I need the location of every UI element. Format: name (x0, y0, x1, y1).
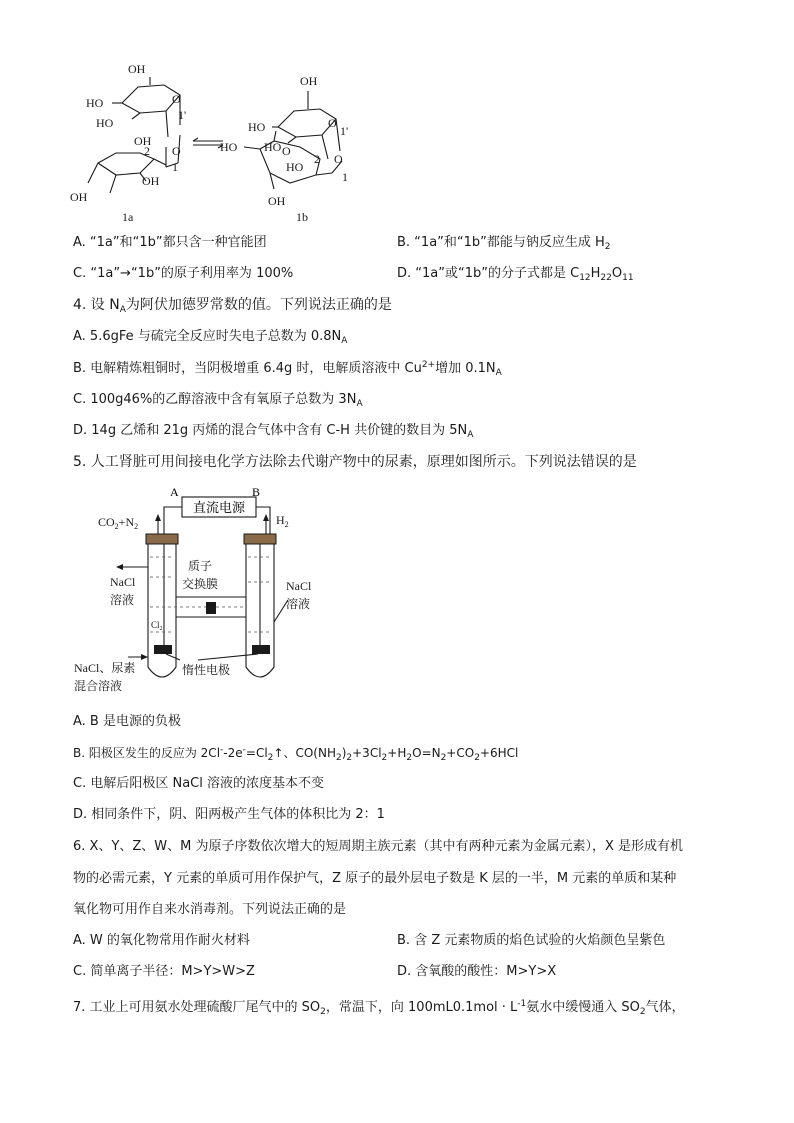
q3-option-d: D. “1a”或“1b”的分子式都是 $C_{12}H_{22}O_{11}$ (397, 266, 634, 283)
1b-ho-side: HO (220, 140, 238, 154)
1a-oh-right: OH (142, 174, 160, 188)
1a-label: 1a (122, 210, 134, 224)
electrode-label: 惰性电极 (182, 663, 231, 677)
q5-option-d: D. 相同条件下，阴、阳两极产生气体的体积比为 2：1 (73, 807, 385, 822)
1a-o-ring: O (172, 92, 181, 106)
co2-n2-label: $CO_2+N_2$ (98, 515, 139, 531)
1b-label: 1b (296, 210, 308, 224)
molecule-structures (60, 55, 420, 230)
nacl-right-1: NaCl (286, 579, 312, 593)
q5-option-c: C. 电解后阳极区 NaCl 溶液的浓度基本不变 (73, 776, 324, 791)
q4-option-a: A. 5.6gFe 与硫完全反应时失电子总数为 $0.8N_A$ (73, 329, 348, 346)
q5-stem: 5. 人工肾脏可用间接电化学方法除去代谢产物中的尿素，原理如图所示。下列说法错误的是 (73, 454, 637, 470)
q4-option-b: B. 电解精炼粗铜时，当阴极增重 6.4g 时，电解质溶液中 $Cu^{2+}$增加 $0.1N_A$ (73, 360, 502, 378)
q6-stem-line2: 物的必需元素，Y 元素的单质可用作保护气，Z 原子的最外层电子数是 K 层的一半，M 元素的单质和某种 (73, 871, 677, 886)
feed-label-2: 混合溶液 (74, 679, 123, 693)
1b-ho-mid: HO (286, 160, 304, 174)
q6-option-d: D. 含氧酸的酸性：M>Y>X (397, 964, 557, 979)
electrolysis-diagram (70, 482, 340, 702)
q3-option-c: C. “1a”→“1b”的原子利用率为 100% (73, 266, 294, 281)
1b-oh-top: OH (300, 74, 318, 88)
q6-stem-line1: 6. X、Y、Z、W、M 为原子序数依次增大的短周期主族元素（其中有两种元素为金属元素），X 是形成有机 (73, 839, 684, 854)
power-label: 直流电源 (192, 501, 246, 516)
label-a: A (170, 485, 179, 499)
1a-oh-top: OH (128, 62, 146, 76)
1a-oh-mid: OH (134, 134, 152, 148)
1b-n1: 1 (342, 170, 348, 184)
1a-ho-1: HO (86, 96, 104, 110)
q6-option-b: B. 含 Z 元素物质的焰色试验的火焰颜色呈紫色 (397, 933, 666, 948)
1a-oh-low: OH (70, 190, 88, 204)
1a-n2: 2 (144, 144, 150, 158)
1a-n1: 1 (172, 160, 178, 174)
1a-o-ring2: O (172, 144, 181, 158)
q4-stem: 4. 设 $N_A$为阿伏加德罗常数的值。下列说法正确的是 (73, 297, 392, 315)
q6-stem-line3: 氧化物可用作自来水消毒剂。下列说法正确的是 (73, 902, 347, 917)
1b-o-ring: O (328, 116, 337, 130)
feed-label-1: NaCl、尿素 (74, 661, 136, 675)
1b-n2: 2 (314, 152, 320, 166)
q6-option-a: A. W 的氧化物常用作耐火材料 (73, 933, 250, 948)
1b-oh-bot: OH (268, 194, 286, 208)
q6-option-c: C. 简单离子半径：M>Y>W>Z (73, 964, 255, 979)
h2-label: $H_2$ (276, 513, 289, 529)
nacl-right-2: 溶液 (286, 597, 311, 611)
1b-ho-1: HO (248, 120, 266, 134)
q3-option-a: A. “1a”和“1b”都只含一种官能团 (73, 235, 267, 250)
1a-n1p: 1' (178, 108, 187, 122)
q4-option-c: C. 100g46%的乙醇溶液中含有氧原子总数为 $3N_A$ (73, 392, 363, 409)
cl2-label: $Cl_2$ (151, 620, 163, 632)
membrane-label-2: 交换膜 (182, 577, 219, 591)
q7-stem: 7. 工业上可用氨水处理硫酸厂尾气中的 $SO_2$，常温下，向 $100mL0.1mol \cdot L^{-1}$氨水中缓慢通入 $SO_2$气体， (73, 999, 685, 1017)
1b-ho-2: HO (264, 140, 282, 154)
q4-option-d: D. 14g 乙烯和 21g 丙烯的混合气体中含有 C-H 共价键的数目为 $5N_A$ (73, 423, 474, 440)
1b-o-ring2: O (334, 152, 343, 166)
nacl-left-2: 溶液 (110, 593, 135, 607)
label-b: B (252, 485, 261, 499)
1a-ho-2: HO (96, 116, 114, 130)
membrane-label-1: 质子 (188, 559, 213, 573)
nacl-left-1: NaCl (110, 575, 136, 589)
q5-option-b: B. 阳极区发生的反应为 $2Cl^--2e^-=Cl_2↑$、$CO(NH_2)_2+3Cl_2+H_2O=N_2+CO_2+6HCl$ (73, 745, 519, 763)
q3-option-b: B. “1a”和“1b”都能与钠反应生成 $H_2$ (397, 235, 611, 252)
1b-o-mid: O (282, 144, 291, 158)
q5-option-a: A. B 是电源的负极 (73, 714, 181, 729)
1b-n1p: 1' (340, 124, 349, 138)
